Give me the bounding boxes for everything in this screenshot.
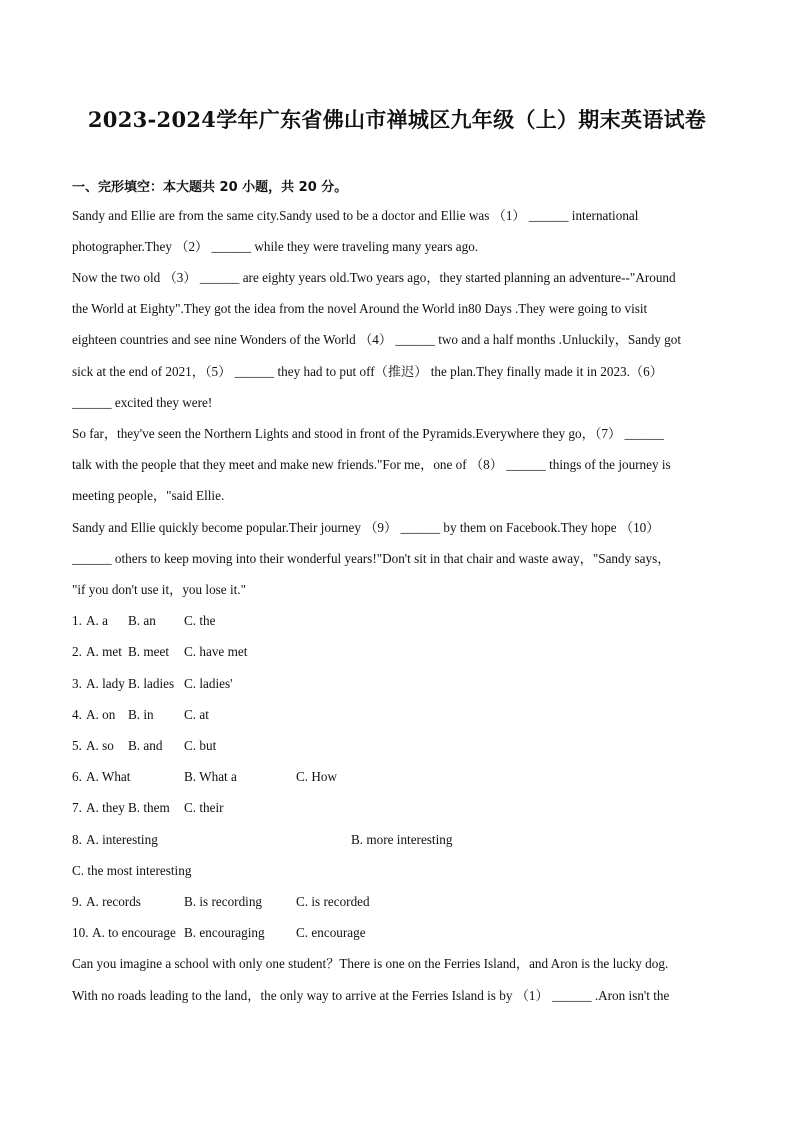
question-number: 2.: [72, 644, 82, 659]
option-c[interactable]: C. How: [296, 769, 338, 784]
option-b[interactable]: B. encouraging: [184, 925, 265, 940]
option-c[interactable]: C. encourage: [296, 925, 366, 940]
question-number: 9.: [72, 894, 82, 909]
passage-line: meeting people，"said Ellie.: [72, 488, 225, 503]
option-b[interactable]: B. in: [128, 707, 154, 722]
passage-line: So far，they've seen the Northern Lights and stood in front of the Pyramids.Everywhere they go，（7） ______: [72, 426, 665, 441]
passage-line: Can you imagine a school with only one student？There is one on the Ferries Island，and Aron is the lucky dog.: [72, 956, 669, 971]
option-b[interactable]: B. What a: [184, 769, 237, 784]
option-b[interactable]: B. ladies: [128, 676, 175, 691]
option-c[interactable]: C. ladies': [184, 676, 233, 691]
option-a[interactable]: A. What: [86, 769, 131, 784]
question-number: 7.: [72, 800, 82, 815]
option-a[interactable]: A. to encourage: [92, 925, 176, 940]
question-number: 1.: [72, 613, 82, 628]
passage-line: Sandy and Ellie quickly become popular.Their journey （9） ______ by them on Facebook.They hope （10）: [72, 520, 660, 535]
passage-line: talk with the people that they meet and make new friends."For me，one of （8） ______ things of the journey is: [72, 457, 671, 472]
option-a[interactable]: A. on: [86, 707, 116, 722]
option-a[interactable]: A. records: [86, 894, 141, 909]
option-a[interactable]: A. so: [86, 738, 114, 753]
passage-line: eighteen countries and see nine Wonders of the World （4） ______ two and a half months .Unluckily，Sandy got: [72, 332, 682, 347]
question-number: 5.: [72, 738, 82, 753]
option-a[interactable]: A. met: [86, 644, 122, 659]
option-a[interactable]: A. interesting: [86, 832, 158, 847]
passage-line: photographer.They （2） ______ while they were traveling many years ago.: [72, 239, 479, 254]
option-b[interactable]: B. them: [128, 800, 170, 815]
option-a[interactable]: A. lady: [86, 676, 125, 691]
option-a[interactable]: A. they: [86, 800, 125, 815]
option-c[interactable]: C. their: [184, 800, 224, 815]
passage-line: the World at Eighty".They got the idea from the novel Around the World in80 Days .They were going to visit: [72, 301, 648, 316]
passage-line: "if you don't use it，you lose it.": [72, 582, 246, 597]
option-c[interactable]: C. at: [184, 707, 209, 722]
passage-line: sick at the end of 2021，（5） ______ they had to put off（推迟） the plan.They finally made it in 2023.（6）: [72, 364, 663, 379]
option-c[interactable]: C. but: [184, 738, 217, 753]
question-number: 10.: [72, 925, 89, 940]
option-b[interactable]: B. more interesting: [351, 832, 453, 847]
option-c[interactable]: C. the: [184, 613, 216, 628]
option-b[interactable]: B. is recording: [184, 894, 263, 909]
option-c[interactable]: C. the most interesting: [72, 863, 192, 878]
question-number: 3.: [72, 676, 82, 691]
option-b[interactable]: B. an: [128, 613, 156, 628]
question-number: 8.: [72, 832, 82, 847]
passage-line: ______ excited they were!: [72, 395, 213, 410]
passage-line: With no roads leading to the land，the only way to arrive at the Ferries Island is by （1） ______ .Aron isn't the: [72, 988, 670, 1003]
passage-line: Sandy and Ellie are from the same city.Sandy used to be a doctor and Ellie was （1） ______ international: [72, 208, 639, 223]
question-number: 4.: [72, 707, 82, 722]
passage-line: ______ others to keep moving into their wonderful years!"Don't sit in that chair and waste away，"Sandy says，: [72, 551, 671, 566]
passage-line: Now the two old （3） ______ are eighty years old.Two years ago，they started planning an adventure--"Around: [72, 270, 676, 285]
option-a[interactable]: A. a: [86, 613, 108, 628]
section-heading: 一、完形填空：本大题共 20 小题，共 20 分。: [72, 180, 348, 195]
page-title: 2023-2024学年广东省佛山市禅城区九年级（上）期末英语试卷: [87, 107, 707, 132]
option-c[interactable]: C. is recorded: [296, 894, 370, 909]
option-b[interactable]: B. and: [128, 738, 163, 753]
question-number: 6.: [72, 769, 82, 784]
option-c[interactable]: C. have met: [184, 644, 248, 659]
option-b[interactable]: B. meet: [128, 644, 170, 659]
